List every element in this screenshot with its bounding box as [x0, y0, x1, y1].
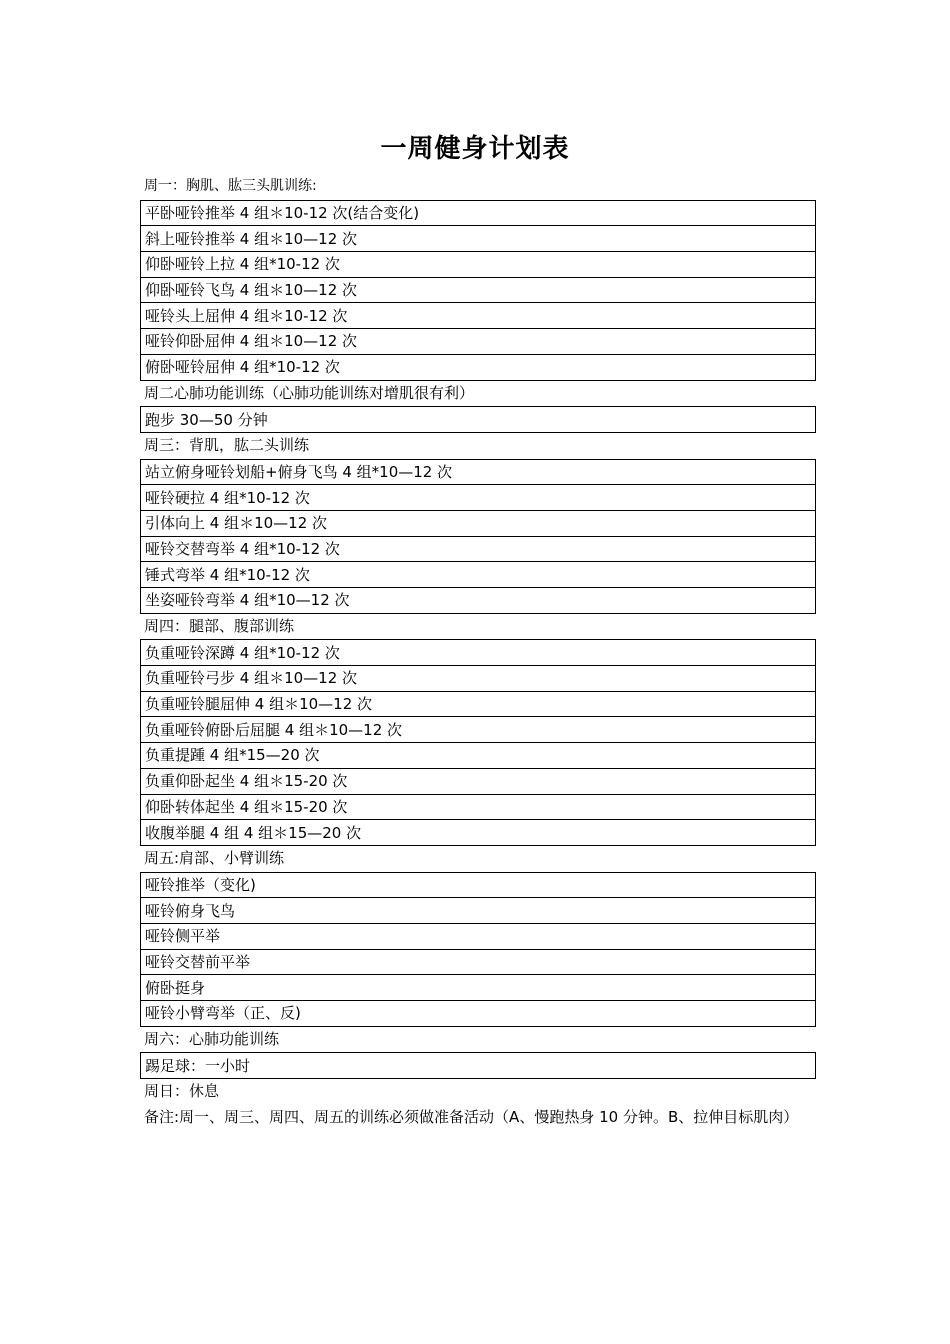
exercise-cell: 站立俯身哑铃划船+俯身飞鸟 4 组*10—12 次 — [141, 459, 816, 485]
table-row — [141, 640, 816, 666]
table-row — [141, 820, 816, 846]
table-row — [141, 1053, 816, 1079]
exercise-cell: 跑步 30—50 分钟 — [141, 407, 816, 433]
exercise-cell: 收腹举腿 4 组 4 组＊15—20 次 — [141, 820, 816, 846]
section-heading: 周三：背肌，肱二头训练 — [144, 435, 310, 454]
exercise-cell: 哑铃硬拉 4 组*10-12 次 — [141, 485, 816, 511]
table-row — [141, 923, 816, 949]
exercise-cell: 仰卧哑铃上拉 4 组*10-12 次 — [141, 252, 816, 278]
exercise-cell: 哑铃俯身飞鸟 — [141, 898, 816, 924]
exercise-cell: 平卧哑铃推举 4 组＊10-12 次(结合变化) — [141, 200, 816, 226]
exercise-cell: 负重哑铃俯卧后屈腿 4 组＊10—12 次 — [141, 717, 816, 743]
exercise-cell: 仰卧转体起坐 4 组＊15-20 次 — [141, 794, 816, 820]
plan-content — [140, 174, 816, 1130]
exercise-cell: 哑铃交替前平举 — [141, 949, 816, 975]
table-row — [141, 277, 816, 303]
table-row — [141, 459, 816, 485]
exercise-cell: 负重哑铃腿屈伸 4 组＊10—12 次 — [141, 691, 816, 717]
table-row — [141, 768, 816, 794]
exercise-table — [140, 872, 816, 1027]
table-row — [141, 354, 816, 380]
table-row — [141, 794, 816, 820]
exercise-cell: 负重哑铃深蹲 4 组*10-12 次 — [141, 640, 816, 666]
table-row — [141, 949, 816, 975]
exercise-cell: 哑铃仰卧屈伸 4 组＊10—12 次 — [141, 329, 816, 355]
table-row — [141, 485, 816, 511]
exercise-cell: 踢足球：一小时 — [141, 1053, 816, 1079]
table-row — [141, 536, 816, 562]
exercise-cell: 斜上哑铃推举 4 组＊10—12 次 — [141, 226, 816, 252]
exercise-cell: 负重提踵 4 组*15—20 次 — [141, 743, 816, 769]
table-row — [141, 872, 816, 898]
table-row — [141, 407, 816, 433]
exercise-cell: 俯卧哑铃屈伸 4 组*10-12 次 — [141, 354, 816, 380]
table-row — [141, 743, 816, 769]
note-text: 备注:周一、周三、周四、周五的训练必须做准备活动（A、慢跑热身 10 分钟。B、拉伸目标肌肉） — [144, 1107, 799, 1126]
table-row — [141, 226, 816, 252]
exercise-cell: 俯卧挺身 — [141, 975, 816, 1001]
exercise-cell: 仰卧哑铃飞鸟 4 组＊10—12 次 — [141, 277, 816, 303]
section-heading: 周二心肺功能训练（心肺功能训练对增肌很有利） — [144, 383, 475, 402]
table-row — [141, 666, 816, 692]
table-row — [141, 562, 816, 588]
table-row — [141, 329, 816, 355]
exercise-cell: 负重仰卧起坐 4 组＊15-20 次 — [141, 768, 816, 794]
exercise-cell: 引体向上 4 组＊10—12 次 — [141, 510, 816, 536]
table-row — [141, 252, 816, 278]
exercise-cell: 哑铃头上屈伸 4 组＊10-12 次 — [141, 303, 816, 329]
section-heading: 周四：腿部、腹部训练 — [144, 616, 295, 635]
exercise-cell: 哑铃侧平举 — [141, 923, 816, 949]
table-row — [141, 975, 816, 1001]
exercise-cell: 负重哑铃弓步 4 组＊10—12 次 — [141, 666, 816, 692]
document-title: 一周健身计划表 — [380, 134, 570, 164]
table-row — [141, 303, 816, 329]
exercise-table — [140, 639, 816, 846]
exercise-table — [140, 459, 816, 614]
rest-day-text: 周日：休息 — [144, 1082, 220, 1101]
exercise-cell: 锤式弯举 4 组*10-12 次 — [141, 562, 816, 588]
sections-container — [140, 174, 816, 1079]
table-row — [141, 1001, 816, 1027]
section-heading: 周一：胸肌、肱三头肌训练: — [144, 178, 317, 194]
exercise-table — [140, 200, 816, 381]
table-row — [141, 588, 816, 614]
section-heading: 周五:肩部、小臂训练 — [144, 848, 285, 867]
exercise-cell: 哑铃交替弯举 4 组*10-12 次 — [141, 536, 816, 562]
table-row — [141, 898, 816, 924]
exercise-cell: 哑铃推举（变化) — [141, 872, 816, 898]
table-row — [141, 510, 816, 536]
exercise-table — [140, 1052, 816, 1079]
exercise-cell: 坐姿哑铃弯举 4 组*10—12 次 — [141, 588, 816, 614]
table-row — [141, 717, 816, 743]
table-row — [141, 200, 816, 226]
exercise-cell: 哑铃小臂弯举（正、反) — [141, 1001, 816, 1027]
exercise-table — [140, 406, 816, 433]
table-row — [141, 691, 816, 717]
section-heading: 周六：心肺功能训练 — [144, 1029, 280, 1048]
